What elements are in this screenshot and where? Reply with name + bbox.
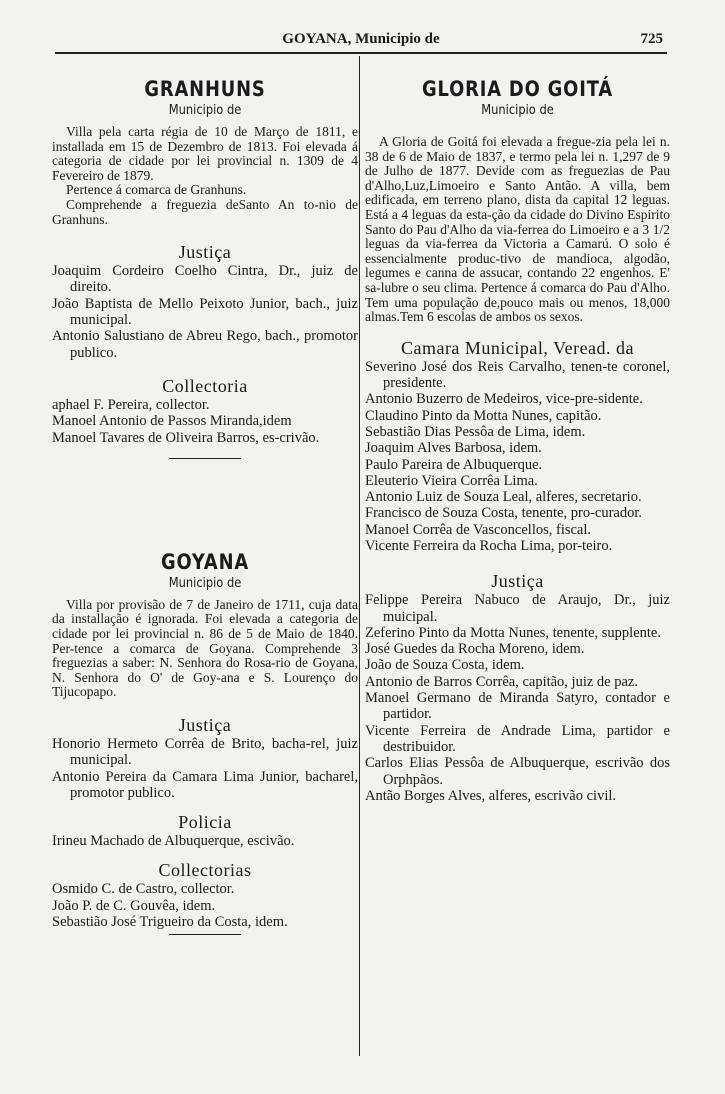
list-item: Eleuterio Vieira Corrêa Lima. <box>365 472 538 489</box>
list-item: Claudino Pinto da Motta Nunes, capitão. <box>365 407 602 424</box>
list-item: Sebastião José Trigueiro da Costa, idem. <box>52 914 288 931</box>
list-item: Irineu Machado de Albuquerque, escivão. <box>52 833 295 850</box>
list-item: Manoel Antonio de Passos Miranda,idem <box>52 413 292 430</box>
list-item: Severino José dos Reis Carvalho, tenen-te coronel, presidente. <box>365 358 670 392</box>
right-column <box>365 56 670 804</box>
subheading-collectoria: Collectoria <box>162 375 248 396</box>
list-item: Antonio Buzerro de Medeiros, vice-pre-sidente. <box>365 391 643 408</box>
subheading-justica: Justiça <box>491 571 544 592</box>
section-title-goyana: GOYANA <box>160 549 250 574</box>
list-item: Joaquim Cordeiro Coelho Cintra, Dr., juiz de direito. <box>52 263 358 296</box>
list-item: Antonio Luiz de Souza Leal, alferes, secretario. <box>365 489 642 506</box>
running-title: GOYANA, Municipio de <box>282 31 440 47</box>
list-item: Antonio Salustiano de Abreu Rego, bach., promotor publico. <box>52 328 358 361</box>
paragraph: Pertence á comarca de Granhuns. <box>66 182 247 198</box>
list-item: Carlos Elias Pessôa de Albuquerque, escrivão dos Orphpãos. <box>365 755 670 788</box>
section-subtitle: Municipio de <box>168 102 242 118</box>
section-title-granhuns: GRANHUNS <box>144 77 266 101</box>
header-rule <box>55 52 667 54</box>
list-item: Francisco de Souza Costa, tenente, pro-curador. <box>365 505 643 522</box>
running-header <box>55 31 667 51</box>
column-divider <box>359 56 360 1056</box>
paragraph: Villa pela carta régia de 10 de Março de 1811, e installada em 15 de Dezembro de 1813. Foi elevada á categoria de cidade por lei provincial n. 1309 de 4 Fevereiro de 1879. <box>52 124 358 183</box>
list-item: João Baptista de Mello Peixoto Junior, bach., juiz municipal. <box>52 295 358 329</box>
list-item: Antão Borges Alves, alferes, escrivão civil. <box>365 787 616 804</box>
list-item: Antonio de Barros Corrêa, capitão, juiz de paz. <box>365 673 638 690</box>
subheading-camara: Camara Municipal, Veread. da <box>400 337 635 358</box>
list-item: Paulo Pareira de Albuquerque. <box>365 456 543 473</box>
paragraph: A Gloria de Goitá foi elevada a fregue-zia pela lei n. 38 de 6 de Maio de 1837, e termo pela lei n. 1,297 de 9 de Julho de 1877. Devide com as freguezias de Pau d'Alho,Luz,Limoeiro e Santo Antão. A villa, bem edificada, em terreno plano, dista da capital 12 leguas. Está a 4 leguas da esta-ção da cidade do Divino Espirito Santo do Pau d'Alho da via-ferrea do Limoeiro e a 3 1/2 leguas da via-ferrea da Victoria a Camarú. O solo é essencialmente produc-tivo de mandioca, algodão, legumes e canna de assucar, contando 22 engenhos. E' sa-lubre o seu clima. Pertence á comarca do Pau d'Alho. Tem uma população de,pouco mais ou menos, 18,000 almas.Tem 6 escolas de ambos os sexos. <box>365 134 670 325</box>
page-number: 725 <box>640 31 663 47</box>
list-item: aphael F. Pereira, collector. <box>52 396 210 413</box>
subheading-policia: Policia <box>178 812 232 833</box>
section-subtitle: Municipio de <box>481 102 554 118</box>
paragraph: Villa por provisão de 7 de Janeiro de 1711, cuja data da installação é ignorada. Foi elevada a categoria de cidade por lei provincial n. 86 de 5 de Maio de 1840. Per-tence a comarca de Goyana. Comprehende 3 freguezias a saber: N. Senhora do Rosa-rio de Goyana, N. Senhora do O' de Goy-ana e S. Lourenço do Tijucopapo. <box>52 596 358 700</box>
list-item: Vicente Ferreira de Andrade Lima, partidor e destribuidor. <box>365 722 670 755</box>
section-title-gloria: GLORIA DO GOITÁ <box>421 77 614 101</box>
list-item: Joaquim Alves Barbosa, idem. <box>365 440 542 457</box>
list-item: João de Souza Costa, idem. <box>365 657 525 674</box>
list-item: Manoel Germano de Miranda Satyro, contador e partidor. <box>365 690 670 723</box>
section-subtitle: Municipio de <box>168 574 242 591</box>
list-item: Sebastião Dias Pessôa de Lima, idem. <box>365 423 586 440</box>
list-item: João P. de C. Gouvêa, idem. <box>52 897 216 914</box>
list-item: Osmido C. de Castro, collector. <box>52 881 235 898</box>
paragraph: Comprehende a freguezia deSanto An to-nio de Granhuns. <box>52 196 358 227</box>
list-item: Manoel Corrêa de Vasconcellos, fiscal. <box>365 521 592 538</box>
subheading-justica: Justiça <box>178 242 232 263</box>
list-item: Honorio Hermeto Corrêa de Brito, bacha-rel, juiz municipal. <box>52 735 358 769</box>
subheading-collectorias: Collectorias <box>158 860 252 881</box>
list-item: Vicente Ferreira da Rocha Lima, por-teiro. <box>365 537 613 554</box>
list-item: Manoel Tavares de Oliveira Barros, es-crivão. <box>52 429 320 446</box>
subheading-justica: Justiça <box>178 714 232 735</box>
section-divider <box>169 934 241 935</box>
list-item: Zeferino Pinto da Motta Nunes, tenente, supplente. <box>365 624 661 641</box>
list-item: Antonio Pereira da Camara Lima Junior, bacharel, promotor publico. <box>52 768 358 801</box>
left-column <box>52 56 358 935</box>
list-item: Felippe Pereira Nabuco de Araujo, Dr., juiz muicipal. <box>365 592 670 625</box>
list-item: José Guedes da Rocha Moreno, idem. <box>365 641 585 658</box>
